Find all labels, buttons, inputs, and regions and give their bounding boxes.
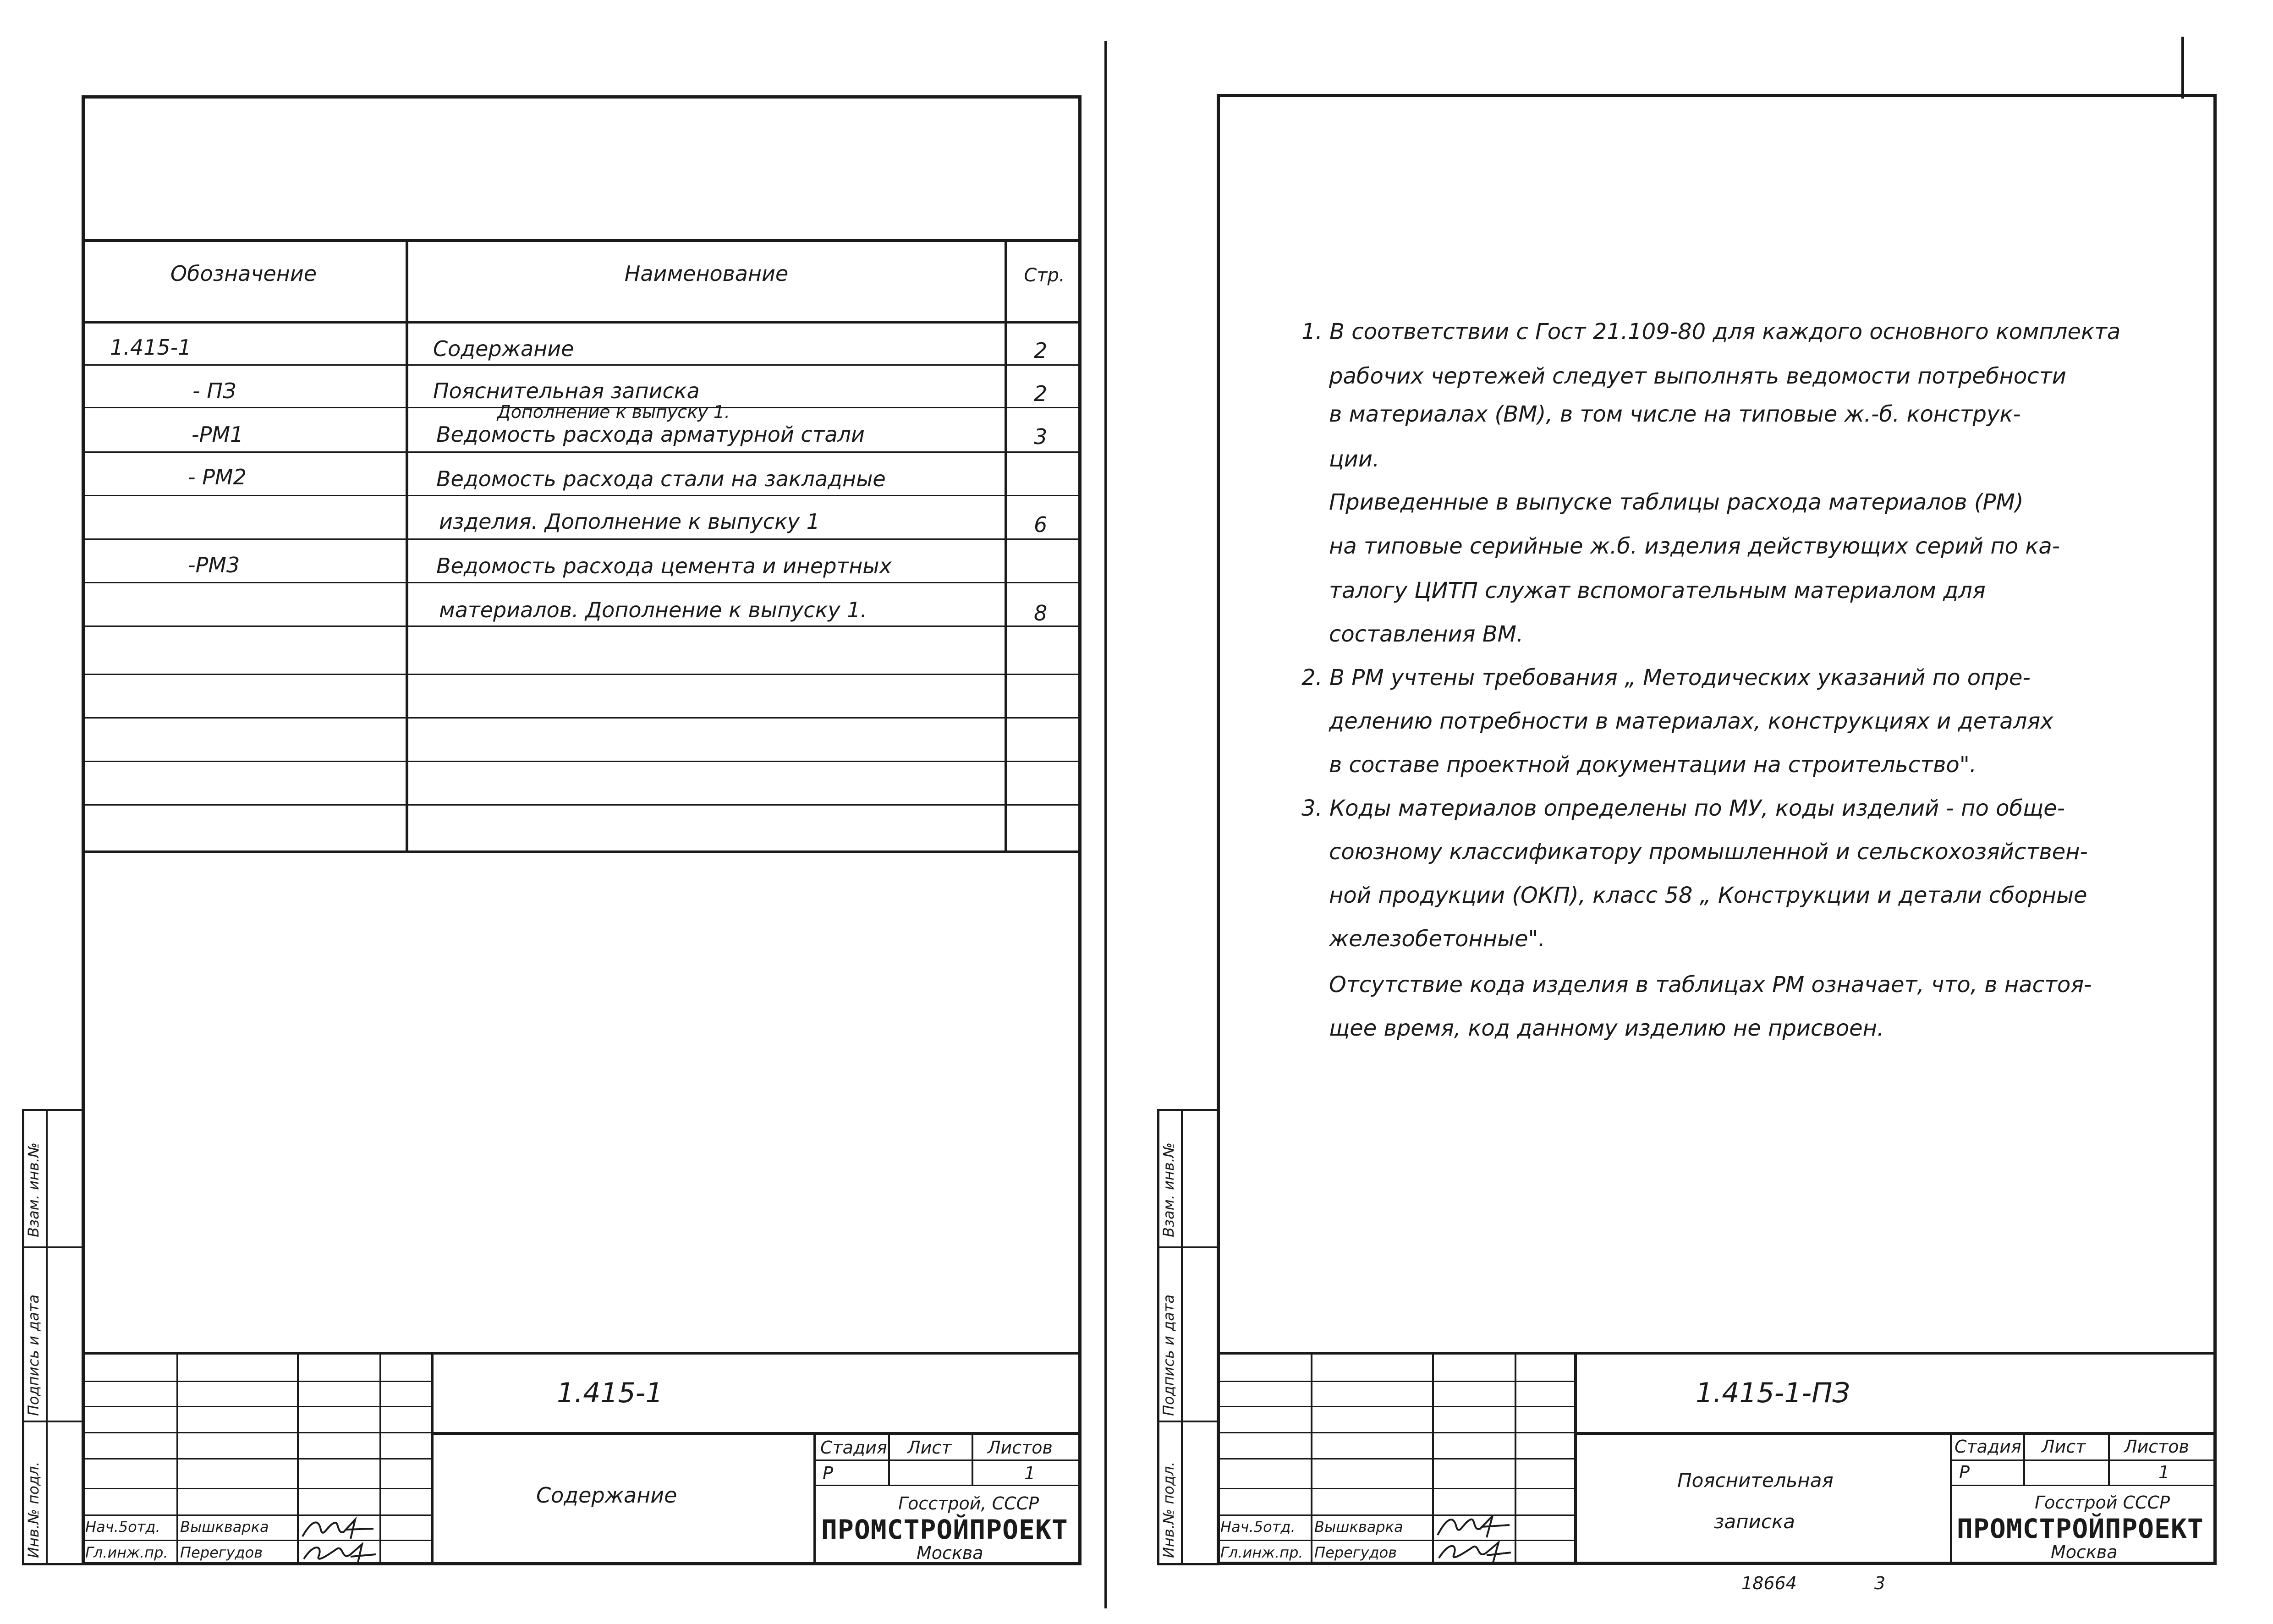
header-page: Стр. [1024,265,1065,286]
note-line-7: талогу ЦИТП служат вспомогательным материалом для [1329,578,1986,604]
right-role-1-name: Вышкварка [1314,1518,1403,1536]
note-line-6: на типовые серийные ж.б. изделия действующих серий по ка- [1329,533,2060,559]
row-6-name: Ведомость расхода цемента и инертных [436,554,892,578]
row-1-name: Содержание [433,336,574,361]
left-sheets-label: Листов [988,1437,1053,1458]
row-2-name: Пояснительная записка [433,379,700,403]
note-line-10: делению потребности в материалах, конструкциях и деталях [1329,708,2053,734]
note-line-14: ной продукции (ОКП), класс 58 „ Конструкции и детали сборные [1329,883,2087,908]
left-sheets-value: 1 [1024,1463,1036,1483]
left-stage-label: Стадия [820,1437,887,1458]
row-3-page: 3 [1034,424,1048,449]
right-role-2: Гл.инж.пр. [1220,1544,1303,1561]
note-line-12: 3. Коды материалов определены по МУ, коды изделий - по обще- [1301,796,2065,821]
archive-number: 18664 [1741,1573,1797,1593]
left-stamp-vzam-inv: Взам. инв.№ [25,1142,42,1237]
row-4-name: Ведомость расхода стали на закладные [436,466,886,491]
row-3-designation: -РМ1 [192,422,244,447]
right-signature-1 [1435,1512,1513,1540]
row-7-name: материалов. Дополнение к выпуску 1. [439,598,867,622]
left-title-code: 1.415-1 [557,1377,663,1409]
left-stamp-inv-podl: Инв.№ подл. [25,1461,42,1558]
note-line-11: в составе проектной документации на строительство". [1329,752,1977,778]
left-sheet [0,0,1136,1624]
row-2-designation: - ПЗ [192,379,236,403]
right-signature-2 [1435,1539,1513,1564]
right-org-name: ПРОМСТРОЙПРОЕКТ [1957,1513,2204,1544]
left-org-city: Москва [917,1543,983,1563]
right-title-line-1: Пояснительная [1677,1469,1834,1492]
row-7-page: 8 [1034,601,1048,625]
row-4-designation: - РМ2 [188,465,247,489]
note-line-16: Отсутствие кода изделия в таблицах РМ означает, что, в настоя- [1329,972,2092,998]
right-sheet-label: Лист [2042,1437,2086,1457]
right-title-line-2: записка [1714,1510,1795,1533]
note-line-2: рабочих чертежей следует выполнять ведомости потребности [1329,363,2066,389]
left-org-top: Госстрой, СССР [898,1493,1039,1514]
row-5-name: изделия. Дополнение к выпуску 1 [439,509,820,534]
note-line-13: союзному классификатору промышленной и сельскохозяйствен- [1329,839,2088,865]
note-line-8: составления ВМ. [1329,621,1524,647]
note-line-1: 1. В соответствии с Гост 21.109-80 для каждого основного комплекта [1301,319,2121,345]
right-sheets-value: 1 [2158,1462,2170,1482]
left-stamp-podpis-data: Подпись и дата [25,1294,42,1416]
left-signature-1 [300,1516,378,1541]
row-2-inline-note: Дополнение к выпуску 1. [497,402,730,422]
row-2-page: 2 [1034,381,1048,406]
right-stage-value: Р [1959,1462,1970,1482]
left-role-1-name: Вышкварка [180,1518,269,1536]
left-frame [82,95,1082,1565]
right-role-2-name: Перегудов [1314,1544,1397,1561]
right-role-1: Нач.5отд. [1220,1518,1296,1536]
right-org-city: Москва [2051,1542,2118,1562]
left-role-2-name: Перегудов [180,1544,263,1561]
archive-sheet: 3 [1874,1573,1886,1593]
note-line-3: в материалах (ВМ), в том числе на типовые ж.-б. конструк- [1329,401,2021,427]
row-6-designation: -РМ3 [188,553,240,577]
note-line-15: железобетонные". [1329,926,1545,952]
right-sheets-label: Листов [2124,1437,2189,1457]
right-stamp-inv-podl: Инв.№ подл. [1160,1461,1177,1558]
note-line-5: Приведенные в выпуске таблицы расхода материалов (РМ) [1329,489,2024,515]
left-signature-2 [300,1541,378,1566]
row-5-page: 6 [1034,512,1048,537]
left-org-name: ПРОМСТРОЙПРОЕКТ [821,1514,1068,1545]
center-divider [1104,41,1107,1608]
right-org-top: Госстрой СССР [2035,1492,2170,1513]
left-role-2: Гл.инж.пр. [85,1544,168,1561]
right-stamp-podpis-data: Подпись и дата [1160,1294,1177,1416]
left-sheet-label: Лист [907,1437,952,1458]
right-stamp-vzam-inv: Взам. инв.№ [1160,1142,1177,1237]
row-1-page: 2 [1034,338,1048,363]
header-name: Наименование [624,261,789,286]
right-stage-label: Стадия [1955,1437,2021,1457]
left-role-1: Нач.5отд. [85,1518,160,1536]
note-line-9: 2. В РМ учтены требования „ Методических указаний по опре- [1301,665,2031,691]
right-sheet [1136,0,2273,1624]
right-title-code: 1.415-1-ПЗ [1696,1377,1850,1409]
row-1-designation: 1.415-1 [110,335,192,360]
row-3-name: Ведомость расхода арматурной стали [436,422,865,447]
note-line-17: щее время, код данному изделию не присвоен. [1329,1015,1884,1041]
left-title-name: Содержание [536,1483,677,1508]
right-frame [1217,94,2217,1565]
header-designation: Обозначение [170,261,317,286]
left-stage-value: Р [823,1463,833,1483]
note-line-4: ции. [1329,446,1380,472]
